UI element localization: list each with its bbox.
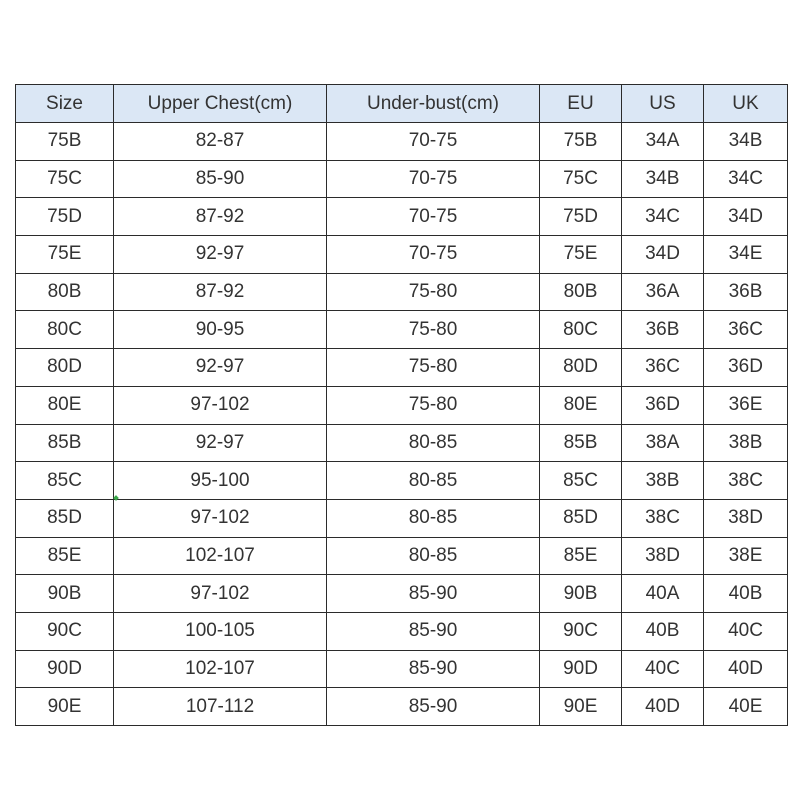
table-header-row [16,85,788,123]
cell-uk: 36D [704,349,788,387]
header-uk: UK [704,85,788,123]
cell-upper-chest: 85-90 [114,160,327,198]
cell-eu: 80E [540,386,622,424]
cell-eu: 80C [540,311,622,349]
cell-under-bust: 70-75 [327,160,540,198]
cell-uk: 34E [704,236,788,274]
cell-under-bust: 70-75 [327,123,540,161]
cell-size: 80C [16,311,114,349]
size-chart-table [15,84,788,726]
cell-under-bust: 75-80 [327,386,540,424]
cell-under-bust: 75-80 [327,311,540,349]
cell-size: 75C [16,160,114,198]
cell-eu: 85D [540,499,622,537]
cell-size: 90B [16,575,114,613]
cell-uk: 36B [704,273,788,311]
cell-upper-chest: 95-100 [114,462,327,500]
cell-us: 40A [622,575,704,613]
cell-upper-chest: 102-107 [114,537,327,575]
table-row [16,123,788,161]
table-row [16,424,788,462]
cell-size: 80D [16,349,114,387]
cell-us: 40D [622,688,704,726]
cell-eu: 75B [540,123,622,161]
cell-upper-chest: 92-97 [114,424,327,462]
cell-under-bust: 85-90 [327,650,540,688]
cell-eu: 90C [540,612,622,650]
cell-us: 36B [622,311,704,349]
cell-uk: 34C [704,160,788,198]
cell-us: 40B [622,612,704,650]
cell-size: 75B [16,123,114,161]
table-row [16,462,788,500]
cell-us: 36A [622,273,704,311]
cell-under-bust: 80-85 [327,424,540,462]
cell-size: 85C [16,462,114,500]
table-row [16,273,788,311]
cell-eu: 75E [540,236,622,274]
cell-uk: 38E [704,537,788,575]
cell-uk: 36E [704,386,788,424]
cell-us: 34A [622,123,704,161]
cell-eu: 85B [540,424,622,462]
cell-upper-chest: 87-92 [114,198,327,236]
cell-uk: 34B [704,123,788,161]
cell-size: 75E [16,236,114,274]
cell-upper-chest: 92-97 [114,236,327,274]
table-row [16,236,788,274]
table-body [16,123,788,726]
cell-us: 36C [622,349,704,387]
cell-us: 34C [622,198,704,236]
cell-us: 40C [622,650,704,688]
cell-us: 34B [622,160,704,198]
table-row [16,650,788,688]
cell-uk: 38C [704,462,788,500]
cell-under-bust: 80-85 [327,499,540,537]
header-upper-chest: Upper Chest(cm) [114,85,327,123]
header-us: US [622,85,704,123]
cell-uk: 34D [704,198,788,236]
header-size: Size [16,85,114,123]
cell-eu: 75C [540,160,622,198]
table-row [16,688,788,726]
cell-us: 34D [622,236,704,274]
cell-size: 85B [16,424,114,462]
header-eu: EU [540,85,622,123]
cell-under-bust: 75-80 [327,273,540,311]
cell-upper-chest: 90-95 [114,311,327,349]
header-under-bust: Under-bust(cm) [327,85,540,123]
table-row [16,499,788,537]
cell-under-bust: 70-75 [327,236,540,274]
cell-us: 38C [622,499,704,537]
cell-eu: 75D [540,198,622,236]
cell-uk: 38D [704,499,788,537]
table-row [16,537,788,575]
cell-size: 90D [16,650,114,688]
cell-under-bust: 80-85 [327,537,540,575]
cell-upper-chest: 97-102 [114,575,327,613]
cell-size: 90C [16,612,114,650]
cell-us: 38B [622,462,704,500]
cell-eu: 90D [540,650,622,688]
cell-eu: 80B [540,273,622,311]
cell-eu: 90B [540,575,622,613]
cell-uk: 40D [704,650,788,688]
cell-eu: 85E [540,537,622,575]
cell-size: 75D [16,198,114,236]
cell-size: 85E [16,537,114,575]
cell-uk: 40C [704,612,788,650]
cell-under-bust: 75-80 [327,349,540,387]
cell-upper-chest: 97-102 [114,386,327,424]
cell-under-bust: 85-90 [327,688,540,726]
cell-us: 36D [622,386,704,424]
cell-upper-chest: 102-107 [114,650,327,688]
cell-size: 80E [16,386,114,424]
table-row [16,311,788,349]
cell-us: 38D [622,537,704,575]
cell-size: 80B [16,273,114,311]
cell-uk: 38B [704,424,788,462]
cell-eu: 90E [540,688,622,726]
cell-upper-chest: 100-105 [114,612,327,650]
cell-us: 38A [622,424,704,462]
cell-under-bust: 80-85 [327,462,540,500]
table-row [16,198,788,236]
table-row [16,386,788,424]
cell-upper-chest: 92-97 [114,349,327,387]
table-row [16,349,788,387]
cell-upper-chest: 97-102 [114,499,327,537]
cell-under-bust: 85-90 [327,612,540,650]
cell-size: 85D [16,499,114,537]
cell-under-bust: 70-75 [327,198,540,236]
cell-uk: 40E [704,688,788,726]
cell-uk: 40B [704,575,788,613]
table-row [16,160,788,198]
cell-eu: 80D [540,349,622,387]
cell-eu: 85C [540,462,622,500]
cell-upper-chest: 107-112 [114,688,327,726]
cell-uk: 36C [704,311,788,349]
cell-upper-chest: 82-87 [114,123,327,161]
cell-under-bust: 85-90 [327,575,540,613]
cell-size: 90E [16,688,114,726]
cell-upper-chest: 87-92 [114,273,327,311]
table-row [16,612,788,650]
table-row [16,575,788,613]
